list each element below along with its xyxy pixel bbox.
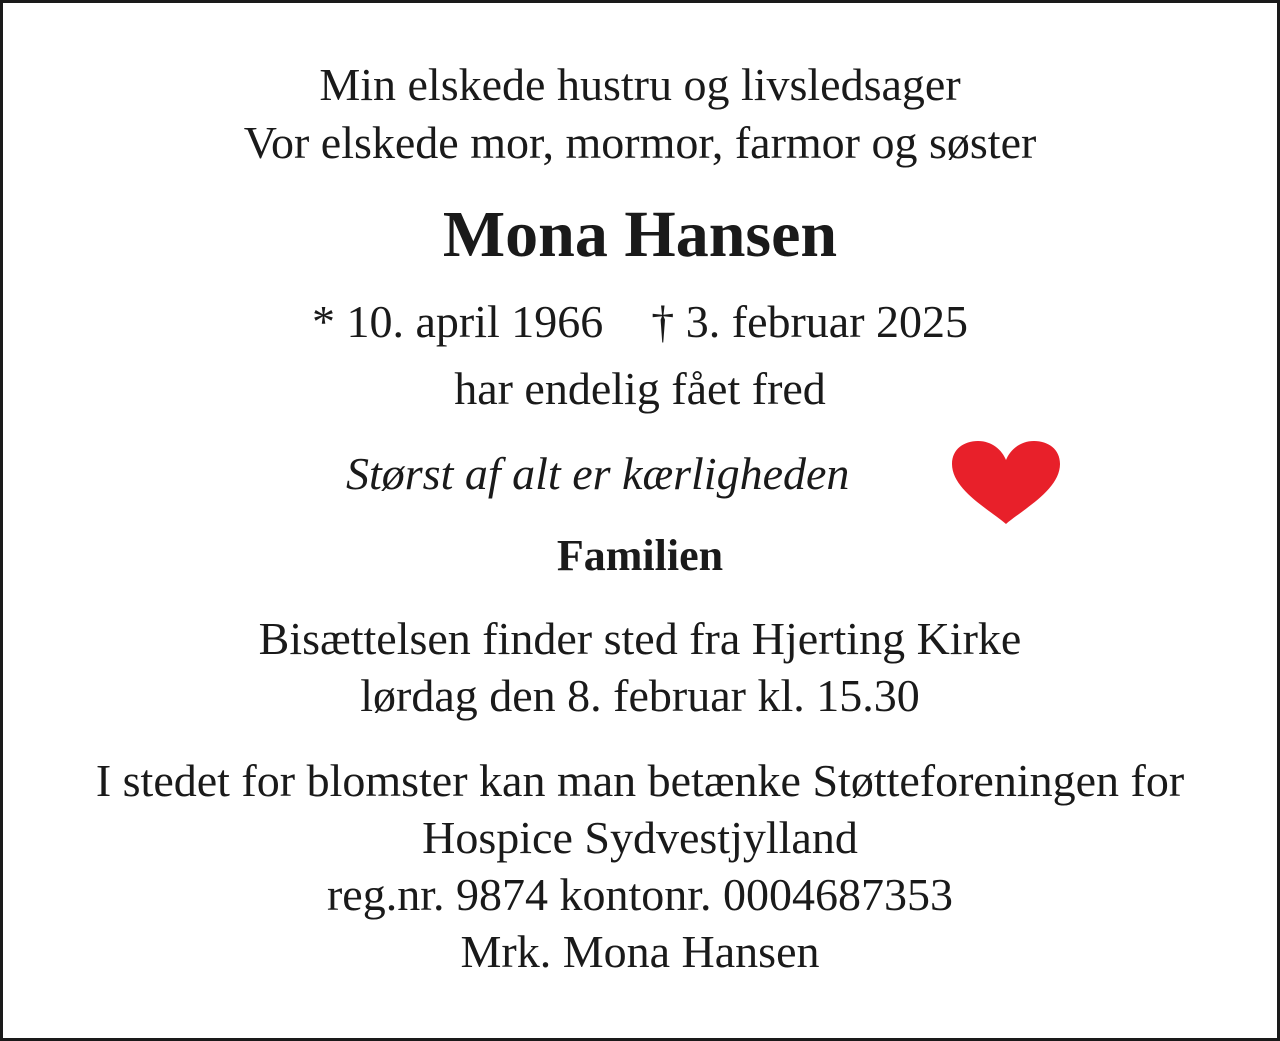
- peace-text: har endelig fået fred: [454, 363, 826, 414]
- donation-line-1: I stedet for blomster kan man betænke Støtteforeningen for: [95, 755, 1185, 806]
- donation-line-4: Mrk. Mona Hansen: [460, 926, 820, 977]
- quote-text: Størst af alt er kærligheden: [346, 448, 850, 499]
- intro-line-2: Vor elskede mor, mormor, farmor og søster: [243, 117, 1037, 168]
- dates-line: [0, 296, 1280, 347]
- heart-icon: [950, 440, 1062, 526]
- intro-line-1: Min elskede hustru og livsledsager: [319, 59, 961, 110]
- funeral-line-1: Bisættelsen finder sted fra Hjerting Kirke: [258, 613, 1022, 664]
- family-signature: Familien: [556, 531, 724, 580]
- deceased-name: Mona Hansen: [442, 198, 838, 271]
- death-date: † 3. februar 2025: [651, 296, 969, 347]
- funeral-line-2: lørdag den 8. februar kl. 15.30: [360, 670, 920, 721]
- birth-date: * 10. april 1966: [311, 296, 604, 347]
- donation-line-2: Hospice Sydvestjylland: [422, 812, 858, 863]
- donation-line-3: reg.nr. 9874 kontonr. 0004687353: [326, 869, 954, 920]
